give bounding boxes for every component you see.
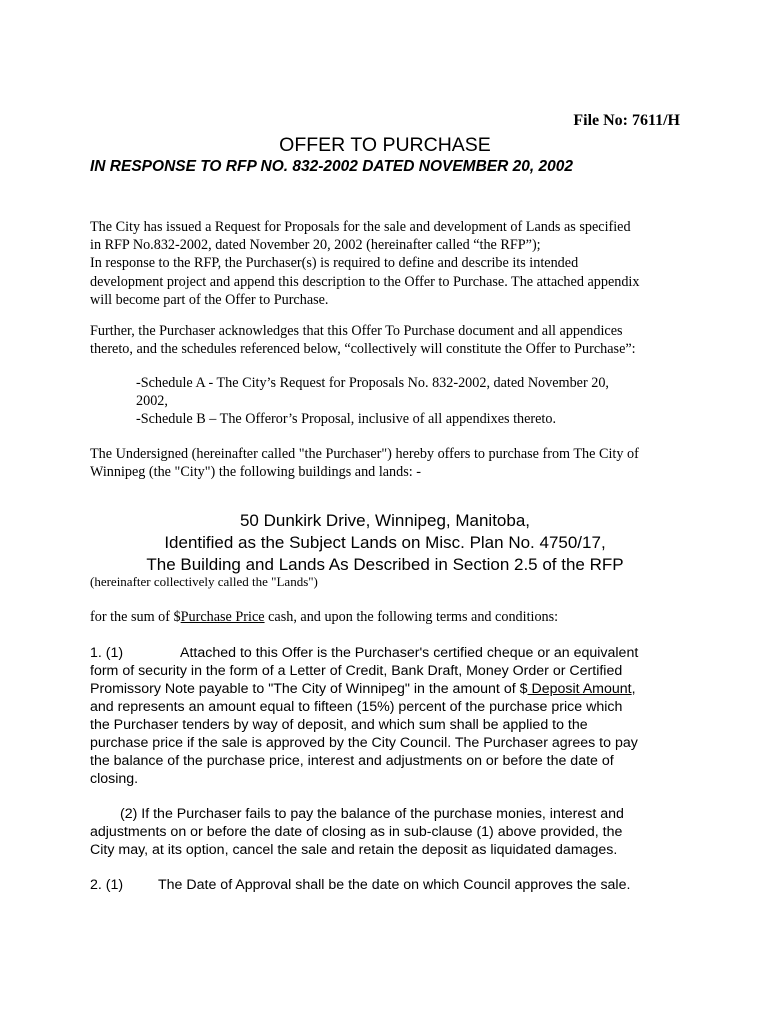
- sum-line: [90, 609, 558, 626]
- clause-text: The Date of Approval shall be the date on which Council approves the sale.: [158, 877, 631, 893]
- schedule-list: [136, 374, 696, 429]
- property-building: The Building and Lands As Described in Section 2.5 of the RFP: [146, 555, 624, 574]
- clause-line: City may, at its option, cancel the sale and retain the deposit as liquidated damages.: [90, 842, 618, 858]
- intro-line: will become part of the Offer to Purchase.: [90, 291, 329, 308]
- intro-line: development project and append this description to the Offer to Purchase. The attached appendix: [90, 273, 640, 290]
- deposit-amount-field[interactable]: Deposit Amount: [527, 681, 632, 697]
- clause-line: and represents an amount equal to fifteen (15%) percent of the purchase price which: [90, 699, 623, 715]
- clause-number: 2. (1): [90, 877, 124, 893]
- property-description: [0, 510, 770, 576]
- sum-prefix: for the sum of $: [90, 609, 181, 625]
- document-subtitle: IN RESPONSE TO RFP NO. 832-2002 DATED NOVEMBER 20, 2002: [90, 158, 573, 175]
- intro-line: in RFP No.832-2002, dated November 20, 2002 (hereinafter called “the RFP”);: [90, 237, 541, 254]
- schedule-a: -Schedule A - The City’s Request for Proposals No. 832-2002, dated November 20,: [136, 375, 609, 391]
- undersigned-paragraph: [90, 445, 690, 481]
- clause-text: (2) If the Purchaser fails to pay the balance of the purchase monies, interest and: [120, 806, 624, 822]
- lands-definition: (hereinafter collectively called the "Lands"): [90, 574, 318, 589]
- sum-suffix: cash, and upon the following terms and conditions:: [264, 609, 559, 625]
- clause-line: closing.: [90, 771, 139, 787]
- clause-line: purchase price if the sale is approved by the City Council. The Purchaser agrees to pay: [90, 735, 638, 751]
- clause-text: Promissory Note payable to "The City of Winnipeg" in the amount of $: [90, 681, 528, 697]
- file-number: File No: 7611/H: [573, 112, 680, 129]
- intro-paragraph: [90, 218, 690, 309]
- clause-line: adjustments on or before the date of closing as in sub-clause (1) above provided, the: [90, 824, 623, 840]
- clause-line: the Purchaser tenders by way of deposit, and which sum shall be applied to the: [90, 717, 588, 733]
- intro-line: The City has issued a Request for Proposals for the sale and development of Lands as specified: [90, 219, 631, 235]
- property-plan: Identified as the Subject Lands on Misc. Plan No. 4750/17,: [164, 533, 606, 552]
- clause-1-1: [90, 644, 690, 788]
- acknowledgement-line: thereto, and the schedules referenced below, “collectively will constitute the Offer to Purchase”:: [90, 341, 636, 358]
- acknowledgement-paragraph: [90, 322, 690, 358]
- document-title: OFFER TO PURCHASE: [279, 134, 491, 156]
- schedule-b: -Schedule B – The Offeror’s Proposal, inclusive of all appendixes thereto.: [136, 411, 557, 428]
- clause-text: ,: [631, 681, 636, 697]
- clause-number: 1. (1): [90, 645, 124, 661]
- intro-line: In response to the RFP, the Purchaser(s) is required to define and describe its intended: [90, 255, 579, 272]
- purchase-price-field[interactable]: Purchase Price: [180, 609, 265, 625]
- clause-line: form of security in the form of a Letter of Credit, Bank Draft, Money Order or Certified: [90, 663, 623, 679]
- clause-text: Attached to this Offer is the Purchaser's certified cheque or an equivalent: [180, 645, 639, 661]
- undersigned-line: Winnipeg (the "City") the following buildings and lands: -: [90, 464, 421, 481]
- clause-2-1: [90, 876, 690, 894]
- clause-1-2: [90, 805, 690, 859]
- property-address: 50 Dunkirk Drive, Winnipeg, Manitoba,: [239, 511, 531, 530]
- acknowledgement-line: Further, the Purchaser acknowledges that this Offer To Purchase document and all appendices: [90, 323, 623, 339]
- schedule-a-continued: 2002,: [136, 393, 168, 410]
- undersigned-line: The Undersigned (hereinafter called "the Purchaser") hereby offers to purchase from The City of: [90, 446, 639, 462]
- clause-line: the balance of the purchase price, interest and adjustments on or before the date of: [90, 753, 614, 769]
